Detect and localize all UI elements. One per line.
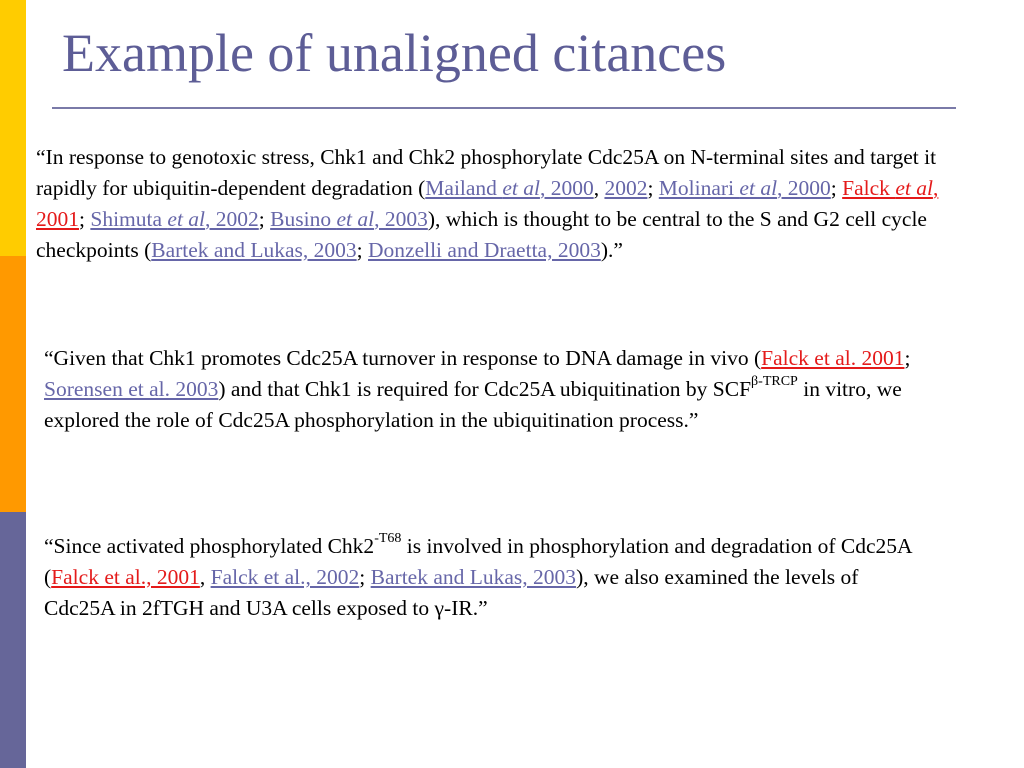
separator: ;	[79, 207, 91, 231]
citation-falck-2002[interactable]: Falck et al., 2002	[210, 565, 360, 589]
separator: ,	[199, 565, 211, 589]
citation-sorensen-2003[interactable]: Sorensen et al. 2003	[44, 377, 219, 401]
superscript-beta-trcp: β-TRCP	[751, 373, 798, 389]
citance-3-text-a: “Since activated phosphorylated Chk2	[44, 534, 375, 558]
citation-falck-2001-highlighted[interactable]: Falck et al. 2001	[761, 346, 905, 370]
separator: ;	[830, 176, 843, 200]
title-divider	[52, 107, 956, 109]
superscript-t68: -T68	[374, 530, 402, 546]
separator: ;	[356, 238, 368, 262]
citance-3-text-c: ), we also examined the levels of Cdc25A in 2fTGH and U3A cells exposed to γ-IR.”	[44, 565, 859, 620]
citation-mailand-2000[interactable]: Mailand et al, 2000	[425, 176, 594, 200]
separator: ;	[359, 565, 371, 589]
accent-bar-orange	[0, 256, 26, 512]
citation-falck-2001-highlighted[interactable]: Falck et al., 2001	[51, 565, 200, 589]
citance-2	[44, 343, 924, 436]
citance-1	[36, 142, 966, 266]
citation-molinari-2000[interactable]: Molinari et al, 2000	[658, 176, 831, 200]
citation-donzelli-draetta-2003[interactable]: Donzelli and Draetta, 2003	[368, 238, 601, 262]
citance-1-text-b: ), which is thought to be central to the S and G2 cell cycle checkpoints (	[36, 207, 927, 262]
accent-bar-purple	[0, 512, 26, 768]
citance-3-text-b: is involved in phosphorylation and degradation of Cdc25A (	[44, 534, 912, 589]
accent-bar-yellow	[0, 0, 26, 256]
citation-bartek-lukas-2003[interactable]: Bartek and Lukas, 2003	[151, 238, 357, 262]
separator: ;	[647, 176, 659, 200]
citance-2-text-c: in vitro, we explored the role of Cdc25A phosphorylation in the ubiquitination process.”	[44, 377, 902, 432]
separator: ,	[593, 176, 605, 200]
citance-1-text-c: ).”	[600, 238, 623, 262]
citance-3	[44, 531, 924, 624]
separator: ;	[904, 346, 911, 370]
citation-mailand-2002[interactable]: 2002	[604, 176, 648, 200]
citation-bartek-lukas-2003[interactable]: Bartek and Lukas, 2003	[370, 565, 577, 589]
citation-shimuta-2002[interactable]: Shimuta et al, 2002	[90, 207, 259, 231]
citance-2-text-b: ) and that Chk1 is required for Cdc25A ubiquitination by SCF	[218, 377, 752, 401]
citance-2-text-a: “Given that Chk1 promotes Cdc25A turnover in response to DNA damage in vivo (	[44, 346, 762, 370]
citation-falck-2001-highlighted[interactable]: Falck et al, 2001	[36, 176, 939, 231]
citance-1-text-a: “In response to genotoxic stress, Chk1 and Chk2 phosphorylate Cdc25A on N-terminal sites and target it rapidly for ubiquitin-dependent degradation (	[36, 145, 937, 200]
separator: ;	[258, 207, 271, 231]
slide-title: Example of unaligned citances	[62, 23, 727, 83]
citation-busino-2003[interactable]: Busino et al, 2003	[270, 207, 428, 231]
